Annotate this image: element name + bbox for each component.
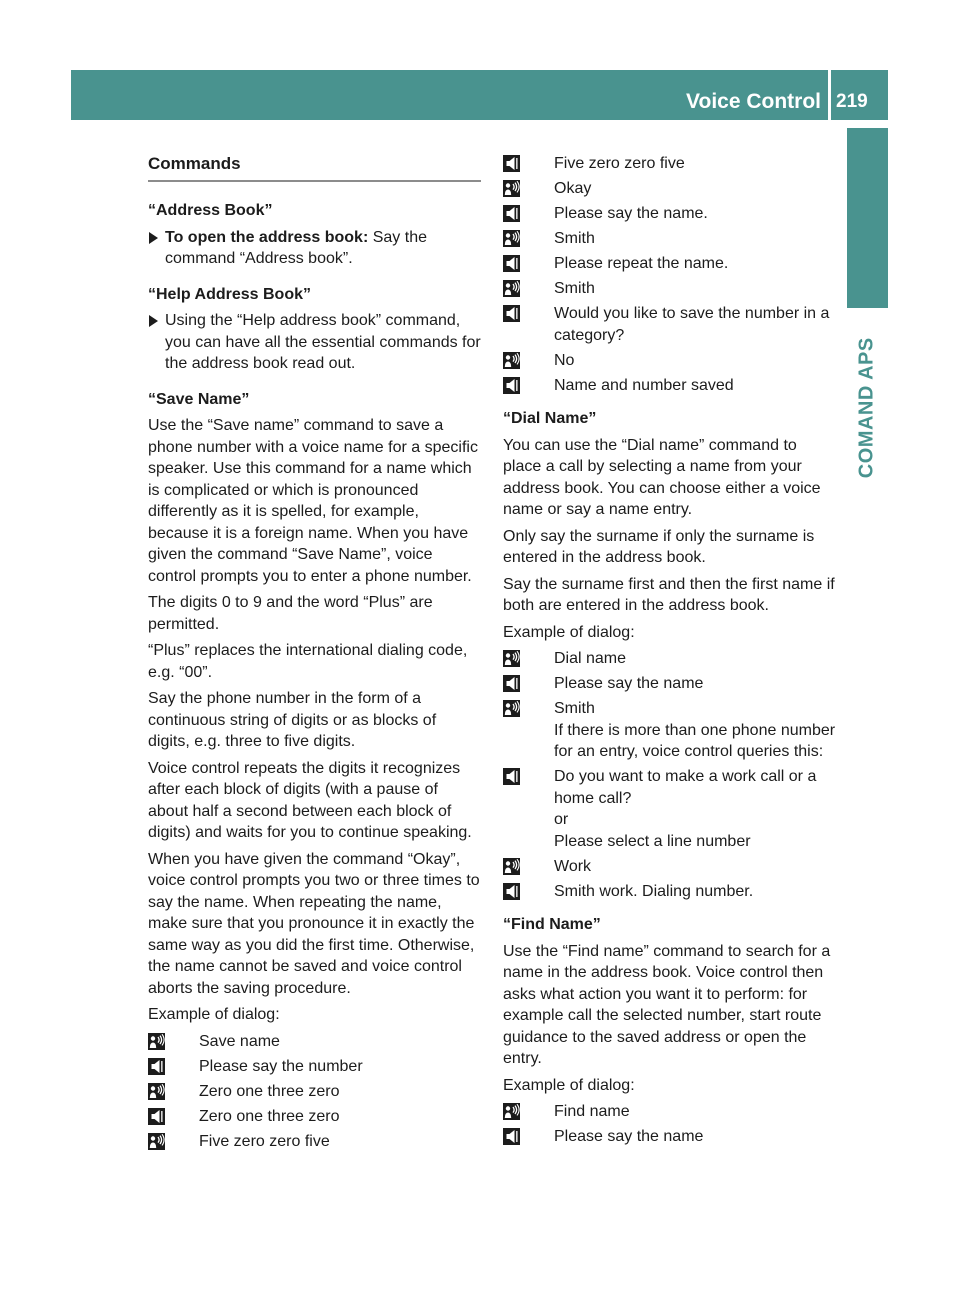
dialog-text [199,1081,481,1103]
system-speaker-icon [503,303,554,324]
user-speaking-icon [503,228,554,249]
dialog-utterance: Find name [554,1103,630,1120]
dialog-text [554,648,836,670]
dialog-text [554,1101,836,1123]
paragraph: Voice control repeats the digits it recognizes after each block of digits (with a pause of about half a second between each block of digits) and waits for you to continue speaking. [148,759,472,841]
arrow-bullet-icon [149,315,158,327]
dialog-utterance: Do you want to make a work call or a home call? [554,768,817,807]
user-speaking-icon [148,1031,199,1052]
save-name-heading: “Save Name” [148,390,250,408]
instruction-text: Using the “Help address book” command, you can have all the essential commands for the address book read out. [165,312,481,372]
dialog-row-system [503,153,836,175]
user-speaking-icon [503,1101,554,1122]
dialog-text [554,1126,836,1148]
dialog-utterance: Would you like to save the number in a category? [554,305,830,344]
paragraph: When you have given the command “Okay”, voice control prompts you two or three times to say the name. When repeating the name, make sure that you pronounce it in exactly the same way as you did the first time. Otherwise, the name cannot be saved and voice control aborts the saving procedure. [148,850,480,997]
dialog-list [148,1031,481,1153]
dialog-utterance: Please say the name [554,1128,704,1145]
dialog-utterance-line: Please select a line number [554,832,751,850]
section-title: Commands [148,152,481,182]
system-speaker-icon [503,673,554,694]
dialog-utterance: Smith [554,700,595,717]
dialog-note: If there is more than one phone number for an entry, voice control queries this: [554,721,836,760]
dialog-utterance: Dial name [554,650,627,667]
header-bar [71,70,888,120]
side-tab-label: COMAND APS [855,337,878,479]
paragraph: Example of dialog: [503,623,635,641]
help-address-book-heading: “Help Address Book” [148,285,311,303]
dialog-utterance: Please say the name. [554,205,708,222]
system-speaker-icon [503,253,554,274]
dialog-row-system [503,766,836,852]
dialog-row-user [503,350,836,372]
dialog-utterance: Smith [554,230,595,247]
system-speaker-icon [503,766,554,787]
help-address-book-instruction [148,310,481,375]
find-name-heading: “Find Name” [503,916,601,933]
user-speaking-icon [503,856,554,877]
dialog-row-user [148,1081,481,1103]
side-tab-label-wrap [847,308,888,508]
paragraph: Example of dialog: [148,1006,280,1023]
paragraph: Say the surname first and then the first name if both are entered in the address book. [503,575,835,614]
dialog-row-user [503,1101,836,1123]
dialog-row-user [503,856,836,878]
right-column [503,153,836,1160]
dialog-row-system [503,253,836,275]
dialog-row-system [148,1056,481,1078]
paragraph: Use the “Save name” command to save a phone number with a voice name for a specific speaker. Use this command for a name which is complicated or which is pronounced differently as it is spelled, for example, because it is a foreign name. When you have given the command “Save Name”, voice control prompts you to enter a phone number. [148,417,478,585]
user-speaking-icon [503,178,554,199]
paragraph: “Plus” replaces the international dialing code, e.g. “00”. [148,642,468,681]
dialog-utterance: Smith [554,280,595,297]
paragraph: Example of dialog: [503,1076,635,1094]
header-divider [828,70,831,120]
dialog-text [199,1106,481,1128]
paragraph: Use the “Find name” command to search for a name in the address book. Voice control then asks what action you want it to perform: for example call the selected number, start route guidance to the saved address or open the entry. [503,942,831,1067]
dialog-utterance: Please say the number [199,1057,363,1075]
paragraph: The digits 0 to 9 and the word “Plus” are permitted. [148,594,433,633]
address-book-instruction [148,227,481,270]
system-speaker-icon [503,153,554,174]
dialog-row-system [148,1106,481,1128]
dialog-text [554,178,836,200]
dialog-text [554,153,836,175]
system-speaker-icon [148,1106,199,1127]
dialog-utterance-line: or [554,811,569,828]
dialog-text [554,253,836,275]
dialog-text [554,698,836,763]
system-speaker-icon [503,203,554,224]
dialog-text [554,375,836,397]
system-speaker-icon [148,1056,199,1077]
paragraph: You can use the “Dial name” command to place a call by selecting a name from your address book. You can choose either a voice name or say a name entry. [503,436,821,518]
dialog-text [554,203,836,225]
page-number: 219 [836,91,868,112]
dialog-text [554,228,836,250]
arrow-bullet-icon [149,232,158,244]
side-tab [847,128,888,308]
user-speaking-icon [148,1131,199,1152]
system-speaker-icon [503,375,554,396]
dialog-utterance: Save name [199,1032,280,1050]
dialog-utterance: Please say the name [554,675,704,692]
paragraph: Say the phone number in the form of a continuous string of digits or as blocks of digits, e.g. three to five digits. [148,690,437,750]
dialog-row-system [503,375,836,397]
system-speaker-icon [503,881,554,902]
dialog-utterance: Five zero zero five [199,1132,330,1150]
dialog-list [503,1101,836,1148]
address-book-heading: “Address Book” [148,202,273,219]
dialog-utterance: Okay [554,180,592,197]
dial-name-heading: “Dial Name” [503,410,597,427]
user-speaking-icon [503,350,554,371]
dialog-row-user [148,1131,481,1153]
user-speaking-icon [503,278,554,299]
paragraph: Only say the surname if only the surname is entered in the address book. [503,527,815,566]
dialog-utterance: Zero one three zero [199,1082,340,1100]
dialog-row-user [503,178,836,200]
dialog-text [554,673,836,695]
user-speaking-icon [503,698,554,719]
dialog-text [199,1031,481,1053]
user-speaking-icon [148,1081,199,1102]
dialog-text [554,881,836,903]
dialog-text [199,1056,481,1078]
dialog-text [554,350,836,372]
user-speaking-icon [503,648,554,669]
dialog-row-user [148,1031,481,1053]
dialog-utterance: Five zero zero five [554,155,685,172]
dialog-text [554,303,836,346]
dialog-text [199,1131,481,1153]
system-speaker-icon [503,1126,554,1147]
dialog-utterance: Work [554,857,592,875]
dialog-utterance: Smith work. Dialing number. [554,882,754,900]
dialog-row-system [503,881,836,903]
chapter-title: Voice Control [686,90,821,113]
dialog-utterance: Name and number saved [554,376,734,394]
instruction-text: Say the command “Address book”. [165,228,427,267]
dialog-row-system [503,1126,836,1148]
dialog-row-user [503,228,836,250]
dialog-text [554,856,836,878]
dialog-utterance: No [554,351,575,369]
dialog-text [554,766,836,852]
instruction-bold: To open the address book: [165,228,369,246]
left-column [148,152,481,1164]
dialog-list [503,153,836,396]
dialog-list [503,648,836,902]
dialog-row-user [503,648,836,670]
dialog-row-user [503,698,836,763]
dialog-utterance: Zero one three zero [199,1107,340,1125]
dialog-utterance: Please repeat the name. [554,255,729,272]
dialog-row-system [503,203,836,225]
dialog-row-user [503,278,836,300]
dialog-text [554,278,836,300]
dialog-row-system [503,303,836,346]
dialog-row-system [503,673,836,695]
